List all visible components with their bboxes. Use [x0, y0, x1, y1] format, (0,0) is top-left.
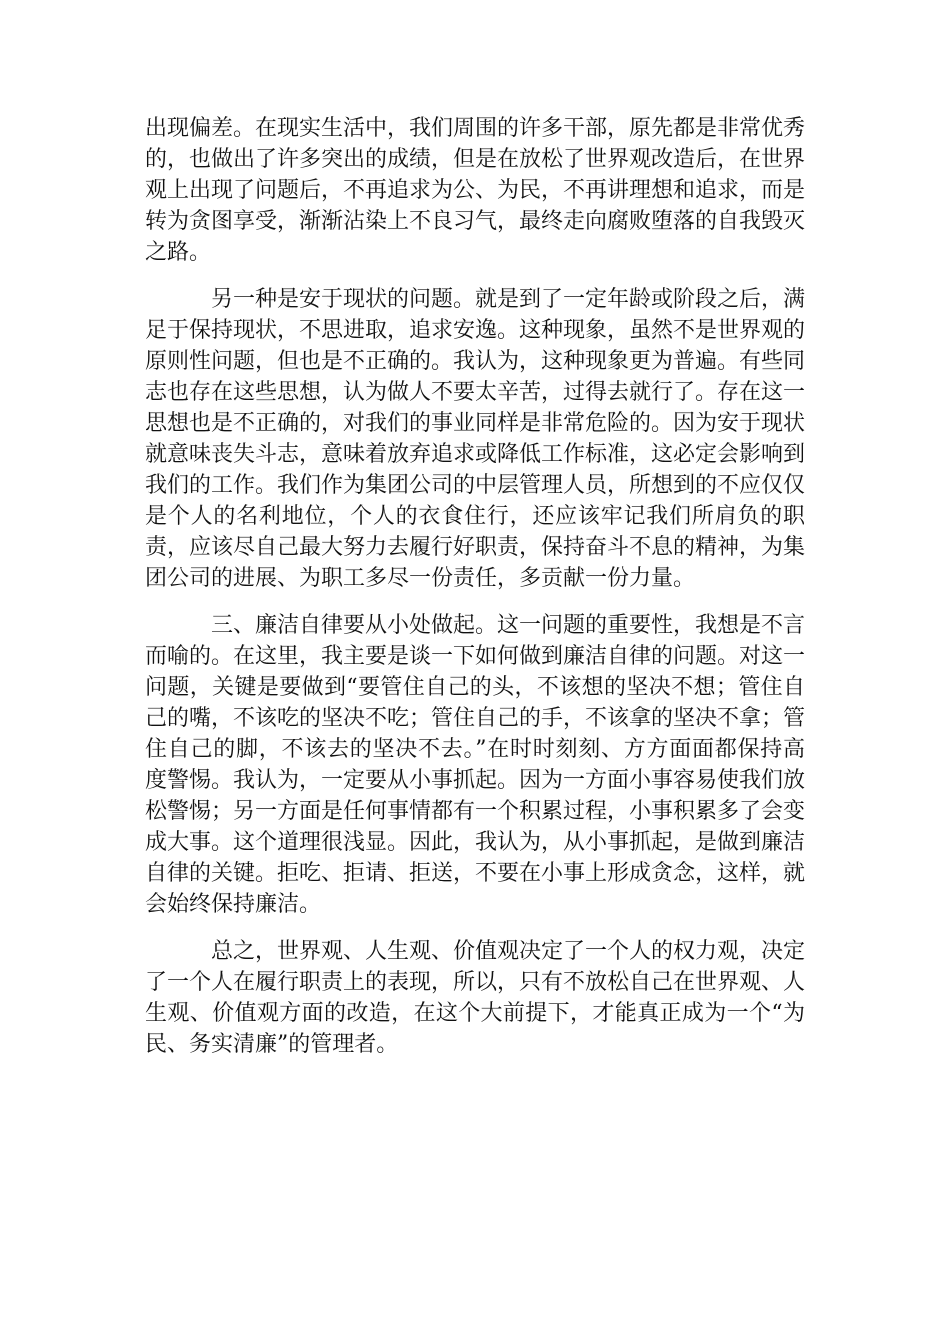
- paragraph-4: 总之，世界观、人生观、价值观决定了一个人的权力观，决定了一个人在履行职责上的表现，所以，只有不放松自己在世界观、人生观、价值观方面的改造，在这个大前提下，才能真正成为一个“为民、务实清廉”的管理者。: [145, 939, 806, 1057]
- paragraph-1: 出现偏差。在现实生活中，我们周围的许多干部，原先都是非常优秀的，也做出了许多突出的成绩，但是在放松了世界观改造后，在世界观上出现了问题后，不再追求为公、为民，不再讲理想和追求，而是转为贪图享受，渐渐沾染上不良习气，最终走向腐败堕落的自我毁灭之路。: [145, 116, 806, 265]
- document-body: [145, 113, 805, 1076]
- paragraph-3: 三、廉洁自律要从小处做起。这一问题的重要性，我想是不言而喻的。在这里，我主要是谈一下如何做到廉洁自律的问题。对这一问题，关键是要做到“要管住自己的头，不该想的坚决不想；管住自己的嘴，不该吃的坚决不吃；管住自己的手，不该拿的坚决不拿；管住自己的脚，不该去的坚决不去。”在时时刻刻、方方面面都保持高度警惕。我认为，一定要从小事抓起。因为一方面小事容易使我们放松警惕；另一方面是任何事情都有一个积累过程，小事积累多了会变成大事。这个道理很浅显。因此，我认为，从小事抓起，是做到廉洁自律的关键。拒吃、拒请、拒送，不要在小事上形成贪念，这样，就会始终保持廉洁。: [145, 613, 806, 917]
- paragraph-2: 另一种是安于现状的问题。就是到了一定年龄或阶段之后，满足于保持现状，不思进取，追求安逸。这种现象，虽然不是世界观的原则性问题，但也是不正确的。我认为，这种现象更为普遍。有些同志也存在这些思想，认为做人不要太辛苦，过得去就行了。存在这一思想也是不正确的，对我们的事业同样是非常危险的。因为安于现状就意味丧失斗志，意味着放弃追求或降低工作标准，这必定会影响到我们的工作。我们作为集团公司的中层管理人员，所想到的不应仅仅是个人的名利地位，个人的衣食住行，还应该牢记我们所肩负的职责，应该尽自己最大努力去履行好职责，保持奋斗不息的精神，为集团公司的进展、为职工多尽一份责任，多贡献一份力量。: [145, 287, 806, 591]
